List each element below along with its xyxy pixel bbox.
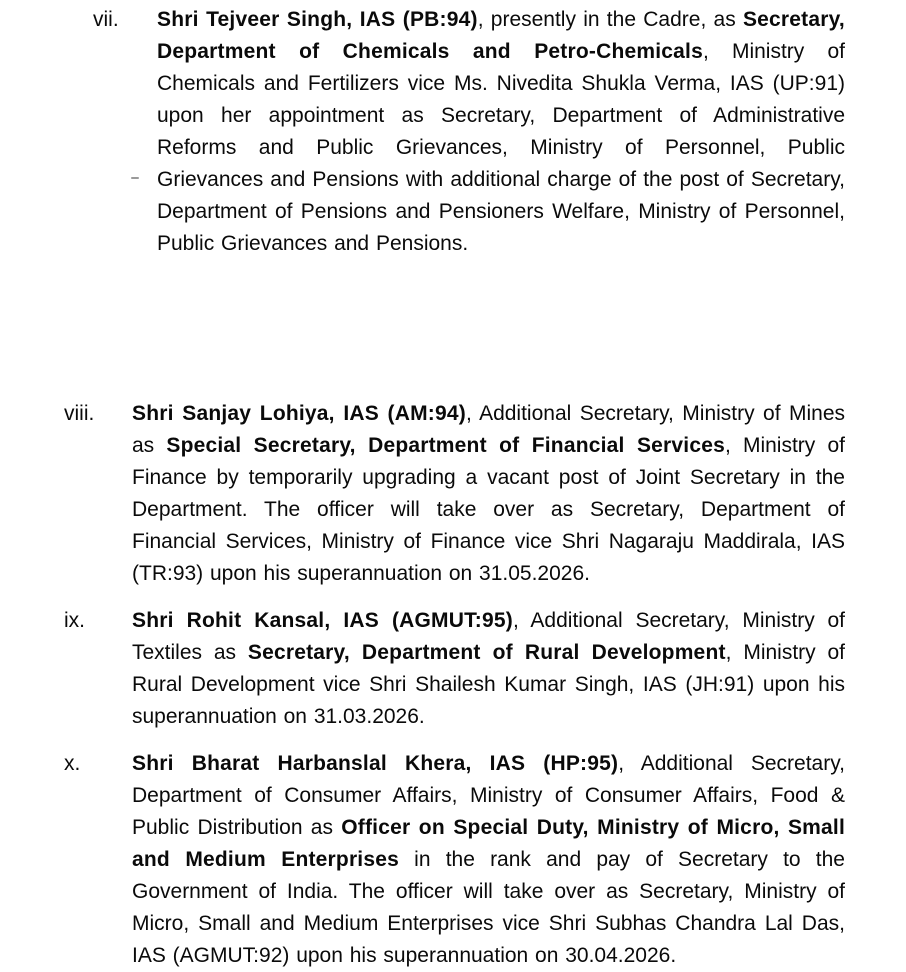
appointments-list [0, 4, 906, 972]
item-number: vii. [93, 8, 119, 31]
scan-speck [131, 177, 139, 179]
item-number: viii. [64, 402, 95, 425]
list-item-ix [0, 605, 845, 733]
item-text [132, 605, 845, 733]
body-text: , Additional Secretary, Department of Consumer Affairs, Ministry of Consumer Affairs, Food & Public Distribution as [132, 752, 845, 839]
emphasis-text: Secretary, Department of Chemicals and Petro-Chemicals [157, 8, 845, 63]
emphasis-text: Special Secretary, Department of Financial Services [166, 434, 725, 457]
body-text: , Ministry of Finance by temporarily upgrading a vacant post of Joint Secretary in the Department. The officer will take over as Secretary, Department of Financial Services, Ministry of Finance vice Shri Nagaraju Maddirala, IAS (TR:93) upon his superannuation on 31.05.2026. [132, 434, 845, 585]
emphasis-text: Secretary, Department of Rural Development [247, 641, 726, 664]
body-text: , Ministry of Chemicals and Fertilizers vice Ms. Nivedita Shukla Verma, IAS (UP:91) upon her appointment as Secretary, Department of Administrative Reforms and Public Grievances, Ministry of Personnel, Public Grievances and Pensions with additional charge of the post of Secretary, Department of Pensions and Pensioners Welfare, Ministry of Personnel, Public Grievances and Pensions. [157, 40, 845, 255]
body-text: , presently in the Cadre, as [477, 8, 743, 31]
emphasis-text: Shri Tejveer Singh, IAS (PB:94) [157, 8, 478, 31]
emphasis-text: Shri Bharat Harbanslal Khera, IAS (HP:95) [132, 752, 619, 775]
item-text [132, 748, 845, 972]
item-text [132, 398, 845, 590]
item-number: ix. [64, 609, 85, 632]
body-text: , Additional Secretary, Ministry of Mines as [132, 402, 845, 457]
emphasis-text: Officer on Special Duty, Ministry of Micro, Small and Medium Enterprises [132, 816, 846, 871]
body-text: in the rank and pay of Secretary to the Government of India. The officer will take over as Secretary, Ministry of Micro, Small and Medium Enterprises vice Shri Subhas Chandra Lal Das, IAS (AGMUT:92) upon his superannuation on 30.04.2026. [132, 848, 845, 967]
body-text: , Additional Secretary, Ministry of Textiles as [132, 609, 845, 664]
item-text [157, 4, 845, 260]
list-item-vii [0, 4, 845, 260]
emphasis-text: Shri Rohit Kansal, IAS (AGMUT:95) [132, 609, 513, 632]
emphasis-text: Shri Sanjay Lohiya, IAS (AM:94) [132, 402, 466, 425]
list-item-x [0, 748, 845, 972]
item-number: x. [64, 752, 81, 775]
body-text: , Ministry of Rural Development vice Shri Shailesh Kumar Singh, IAS (JH:91) upon his superannuation on 31.03.2026. [132, 641, 846, 728]
list-item-viii [0, 398, 845, 590]
